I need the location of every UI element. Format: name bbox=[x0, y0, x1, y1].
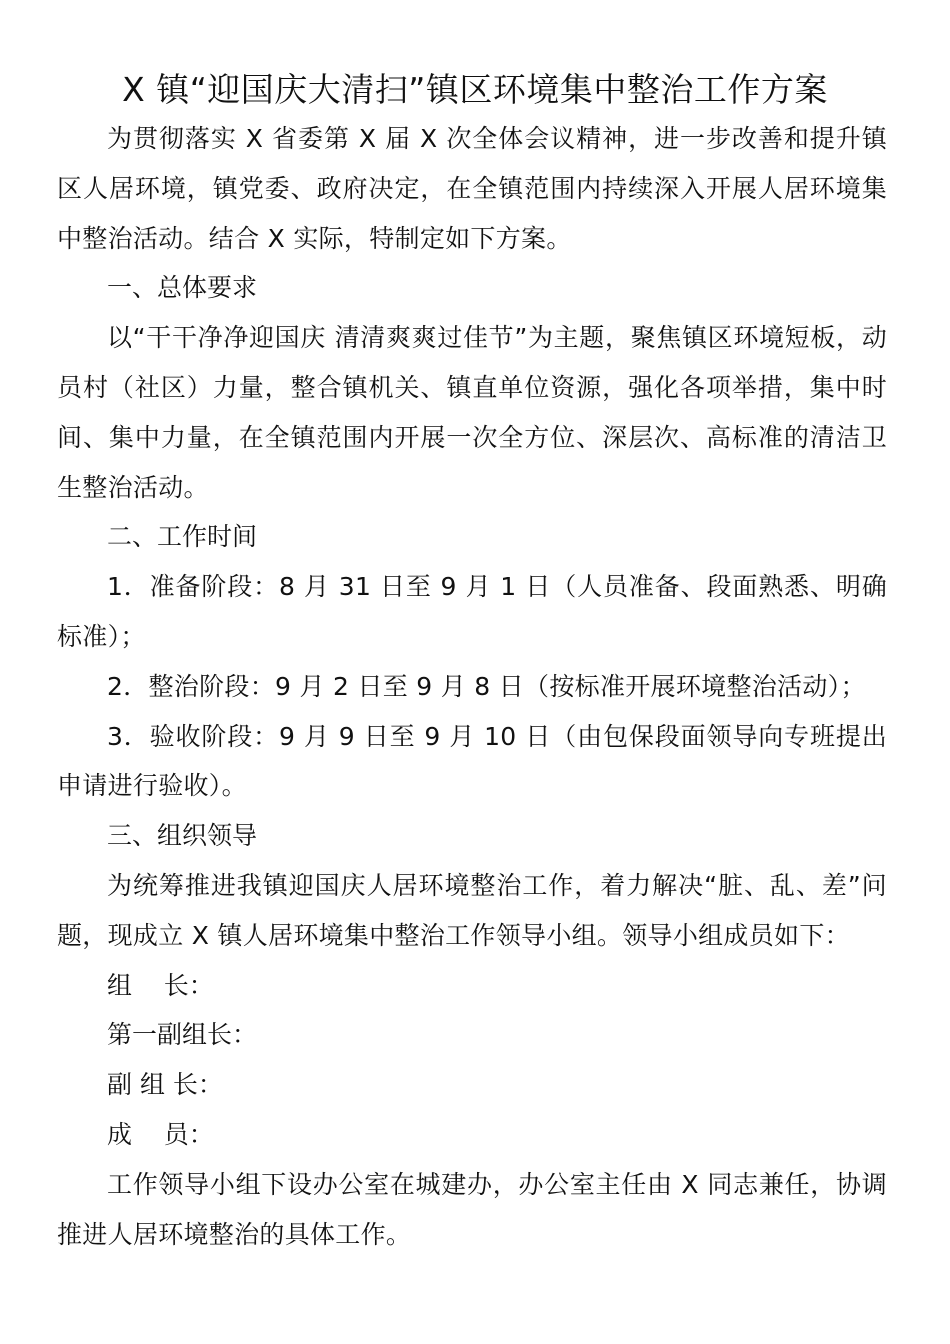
roster-deputy: 副 组 长： bbox=[107, 1070, 223, 1100]
schedule-item-preparation: 1．准备阶段：8 月 31 日至 9 月 1 日（人员准备、段面熟悉、明确标准）； bbox=[57, 572, 887, 651]
general-requirements-paragraph: 以“干干净净迎国庆 清清爽爽过佳节”为主题，聚焦镇区环境短板，动员村（社区）力量，整合镇机关、镇直单位资源，强化各项举措，集中时间、集中力量，在全镇范围内开展一次全方位、深层次、高标准的清洁卫生整治活动。 bbox=[57, 323, 887, 502]
roster-leader: 组 长： bbox=[107, 970, 214, 1000]
schedule-item-acceptance: 3．验收阶段：9 月 9 日至 9 月 10 日（由包保段面领导向专班提出申请进行验收）。 bbox=[57, 721, 887, 801]
document-body bbox=[57, 114, 887, 1259]
section-heading-organization: 三、组织领导 bbox=[107, 821, 258, 851]
section-heading-work-schedule: 二、工作时间 bbox=[107, 522, 258, 552]
section-heading-general-requirements: 一、总体要求 bbox=[107, 273, 258, 303]
document-title: X 镇“迎国庆大清扫”镇区环境集中整治工作方案 bbox=[122, 70, 828, 109]
roster-first-deputy: 第一副组长： bbox=[107, 1020, 258, 1050]
intro-paragraph: 为贯彻落实 X 省委第 X 届 X 次全体会议精神，进一步改善和提升镇区人居环境，镇党委、政府决定，在全镇范围内持续深入开展人居环境集中整治活动。结合 X 实际，特制定如下方案。 bbox=[57, 124, 887, 253]
roster-members: 成 员： bbox=[107, 1119, 214, 1149]
schedule-item-rectification: 2．整治阶段：9 月 2 日至 9 月 8 日（按标准开展环境整治活动）； bbox=[107, 671, 866, 701]
organization-paragraph: 为统筹推进我镇迎国庆人居环境整治工作，着力解决“脏、乱、差”问题，现成立 X 镇人居环境集中整治工作领导小组。领导小组成员如下： bbox=[57, 870, 887, 950]
office-paragraph: 工作领导小组下设办公室在城建办，办公室主任由 X 同志兼任，协调推进人居环境整治的具体工作。 bbox=[57, 1169, 887, 1249]
